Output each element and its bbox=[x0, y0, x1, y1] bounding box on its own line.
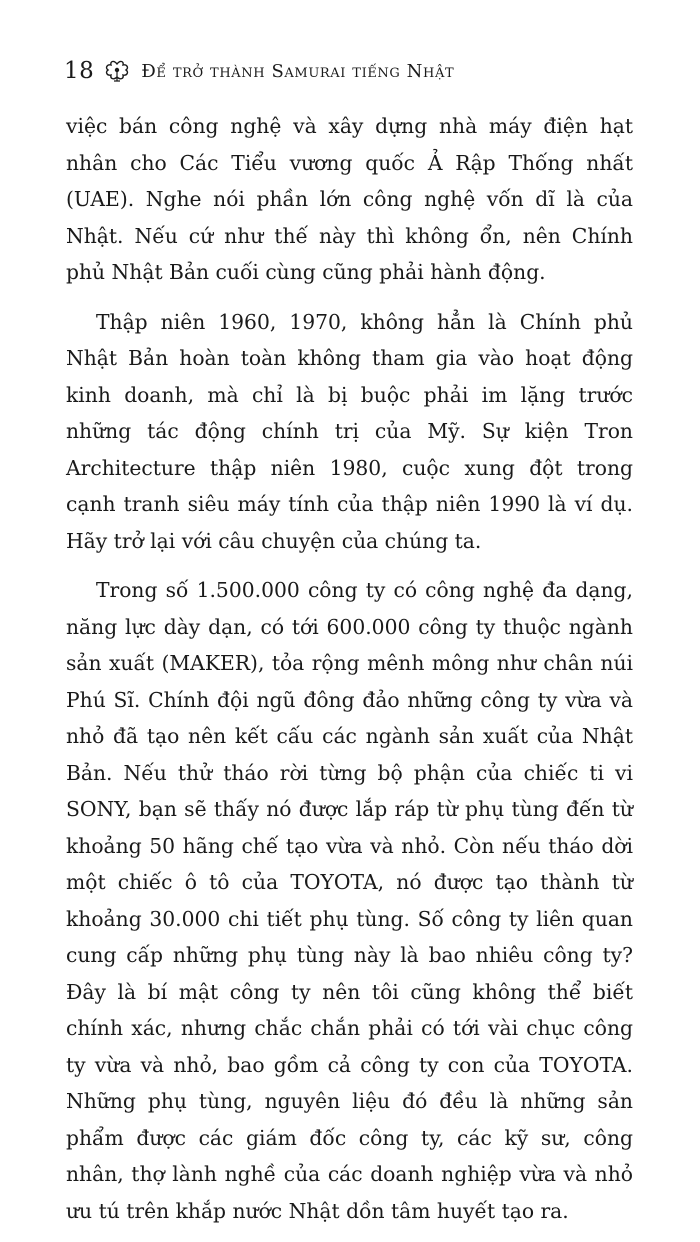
running-head bbox=[64, 54, 454, 88]
body-text bbox=[66, 108, 633, 1242]
running-title: Để trở thành Samurai tiếng Nhật bbox=[141, 60, 455, 82]
paragraph-continuation: việc bán công nghệ và xây dựng nhà máy điện hạt nhân cho Các Tiểu vương quốc Ả Rập Thống nhất (UAE). Nghe nói phần lớn công nghệ vốn dĩ là của Nhật. Nếu cứ như thế này thì không ổn, nên Chính phủ Nhật Bản cuối cùng cũng phải hành động. bbox=[66, 114, 633, 284]
floral-ornament-icon bbox=[103, 59, 131, 83]
page-number: 18 bbox=[64, 58, 95, 84]
paragraph: Trong số 1.500.000 công ty có công nghệ đa dạng, năng lực dày dạn, có tới 600.000 công ty thuộc ngành sản xuất (MAKER), tỏa rộng mênh mông như chân núi Phú Sĩ. Chính đội ngũ đông đảo những công ty vừa và nhỏ đã tạo nên kết cấu các ngành sản xuất của Nhật Bản. Nếu thử tháo rời từng bộ phận của chiếc ti vi SONY, bạn sẽ thấy nó được lắp ráp từ phụ tùng đến từ khoảng 50 hãng chế tạo vừa và nhỏ. Còn nếu tháo dời một chiếc ô tô của TOYOTA, nó được tạo thành từ khoảng 30.000 chi tiết phụ tùng. Số công ty liên quan cung cấp những phụ tùng này là bao nhiêu công ty? Đây là bí mật công ty nên tôi cũng không thể biết chính xác, nhưng chắc chắn phải có tới vài chục công ty vừa và nhỏ, bao gồm cả công ty con của TOYOTA. Những phụ tùng, nguyên liệu đó đều là những sản phẩm được các giám đốc công ty, các kỹ sư, công nhân, thợ lành nghề của các doanh nghiệp vừa và nhỏ ưu tú trên khắp nước Nhật dồn tâm huyết tạo ra. bbox=[66, 578, 633, 1223]
paragraph: Thập niên 1960, 1970, không hẳn là Chính phủ Nhật Bản hoàn toàn không tham gia vào hoạt động kinh doanh, mà chỉ là bị buộc phải im lặng trước những tác động chính trị của Mỹ. Sự kiện Tron Architecture thập niên 1980, cuộc xung đột trong cạnh tranh siêu máy tính của thập niên 1990 là ví dụ. Hãy trở lại với câu chuyện của chúng ta. bbox=[66, 309, 633, 553]
